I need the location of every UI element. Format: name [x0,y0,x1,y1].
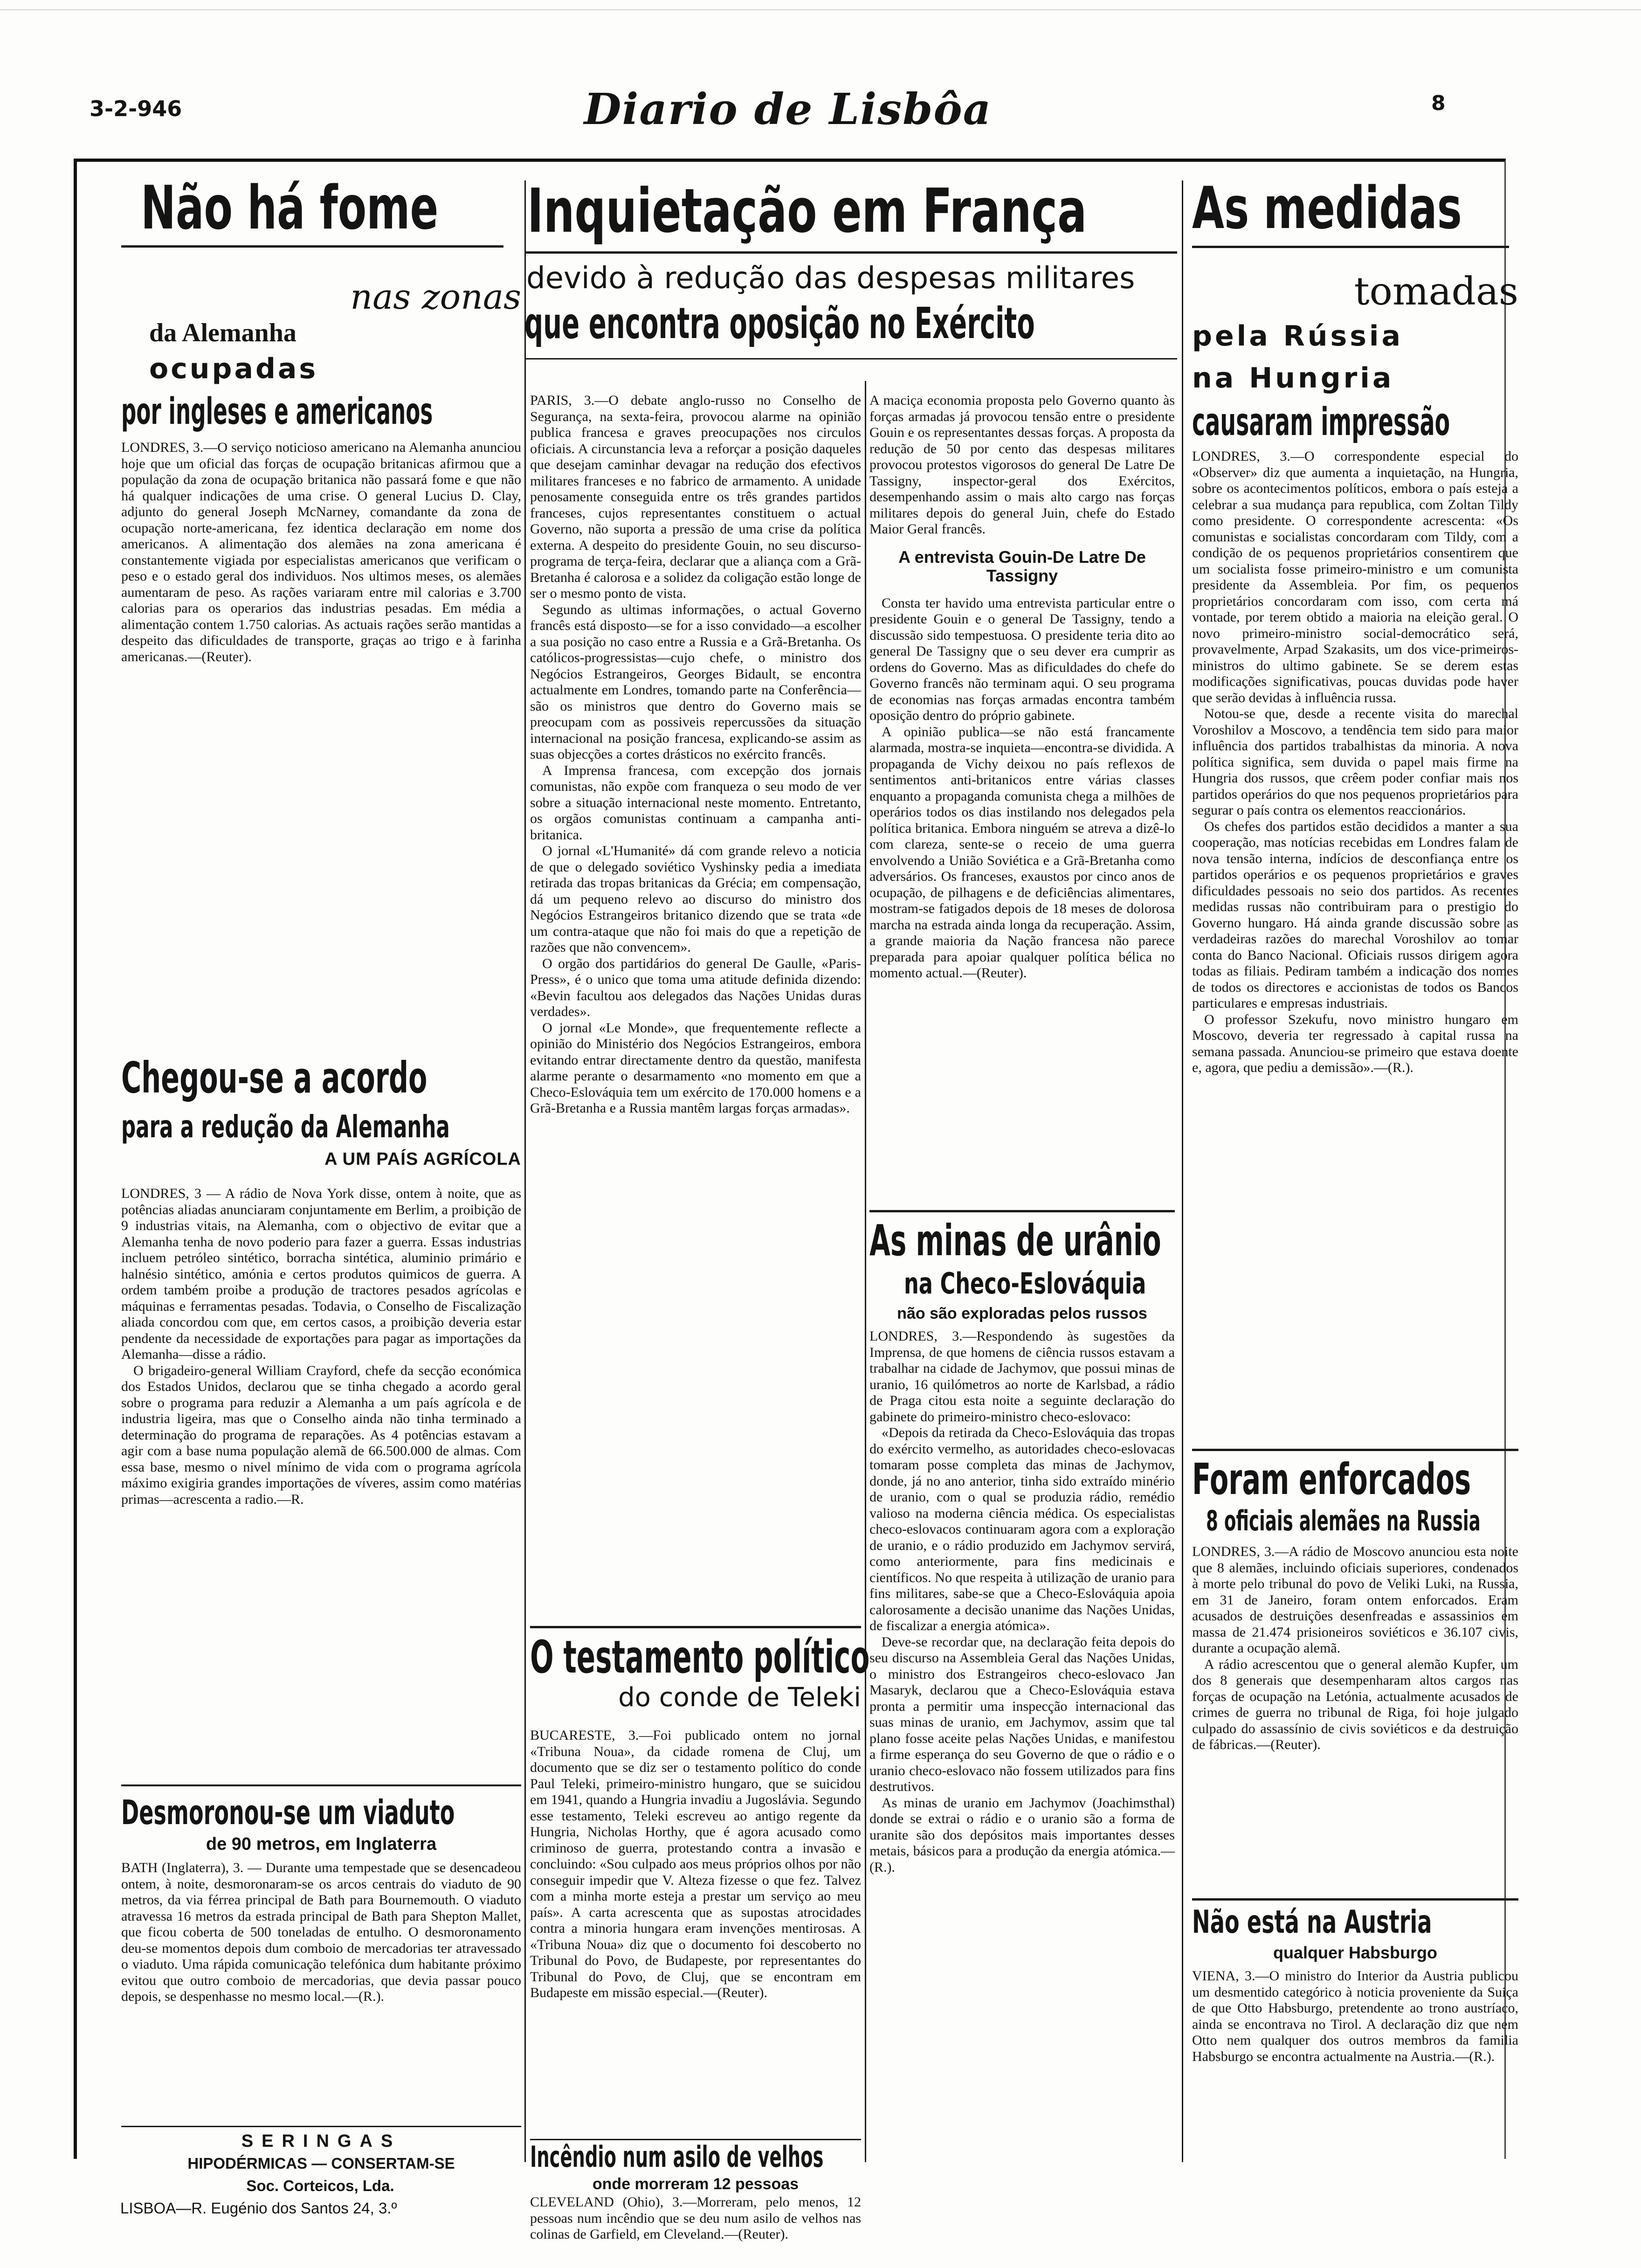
page-number: 8 [1431,91,1446,115]
rule-above-advert [121,2126,521,2127]
top-edge-line [0,9,1641,10]
article-acordo-paragraph: LONDRES, 3 — A rádio de Nova York disse, ontem à noite, que as potências aliadas anunciaram conjuntamente em Berlim, a proibição de 9 industrias vitais, na Alemanha, com o objectivo de evitar que a Alemanha tenha de novo poderio para fazer a guerra. Essas industrias incluem petróleo sintético, borracha sintética, aluminio primário e halnésio sintético, amónia e certos produtos quimicos de guerra. A ordem também proibe a produção de tractores pesados agrícolas e máquinas e ferramentas pesadas. Todavia, o Conselho de Fiscalização aliada concordou com que, em certos casos, a proibição deveria estar pendente da necessidade de exportações para pagar as importações da Alemanha—disse a rádio. [121,1186,521,1362]
headline-foram-enforcados: Foram enforcados [1192,1454,1471,1504]
headline-chegou-se-a-acordo: Chegou-se a acordo [121,1053,427,1103]
headline-nao-esta-na-austria: Não está na Austria [1192,1904,1432,1941]
article-incendio-paragraph: CLEVELAND (Ohio), 3.—Morreram, pelo menos, 12 pessoas num incêndio que se deu num asilo de velhos nas colinas de Garfield, em Cleveland.—(Reuter). [530,2194,861,2242]
subhead-nao-exploradas: não são exploradas pelos russos [897,1305,1147,1322]
subhead-pais-agricola: A UM PAÍS AGRÍCOLA [324,1149,521,1169]
subhead-pela-russia: pela Rússia [1192,320,1403,353]
column-rule-right [1182,180,1183,2162]
article-uranio-paragraph: Deve-se recordar que, na declaração feita depois do seu discurso na Assembleia Geral das Nações Unidas, o ministro dos Estrangeiros checo-eslovaco Jan Masaryk, declarou que a Checo-Eslováquia estava pronta a permitir uma inspecção internacional das suas minas de uranio, em Jachymov, assim que tal plano fosse aceite pelas Nações Unidas, e manifestou a firme esperança do seu Governo de que o rádio e o uranio checo-eslovaco não fossem utilizados para fins destrutivos. [869,1634,1175,1794]
subhead-por-ingleses-e-americanos: por ingleses e americanos [121,391,433,433]
article-uranio-paragraph: «Depois da retirada da Checo-Eslováquia das tropas do exército vermelho, as autoridades checo-eslovacas tomaram posse completa das minas de Jachymov, donde, já no ano anterior, tinha sido extraído minério de uranio, com o qual se produzia rádio, remédio valioso na moderna ciência médica. Os especialistas checo-eslovacos continuaram agora com a exploração de uranio, e o rádio produzido em Jachymov servirá, como anteriormente, para fins medicinais e científicos. No que respeita à utilização de uranio para fins militares, sabe-se que a Checo-Eslováquia apoia calorosamente a decisão unanime das Nações Unidas, de fiscalizar a energia atómica». [869,1425,1175,1633]
article-franca-paragraph: A maciça economia proposta pelo Governo quanto às forças armadas já provocou tensão entre o presidente Gouin e os representantes dessas forças. A proposta da redução de 50 por cento das despesas militares provocou protestos vigorosos do general De Latre De Tassigny, inspector-geral dos Exércitos, desempenhando assim o mais alto cargo nas forças militares depois do general Juin, chefe do Estado Maior Geral francês. [869,393,1175,537]
article-enforcados-paragraph: LONDRES, 3.—A rádio de Moscovo anunciou esta noite que 8 alemães, incluindo oficiais superiores, condenados à morte pelo tribunal do povo de Veliki Luki, na Russia, em 31 de Janeiro, foram ontem enforcados. Eram acusados de destruições desenfreadas e assassinios em massa de 21.474 prisioneiros soviéticos e 36.107 civis, durante a ocupação alemã. [1192,1544,1518,1656]
rule-above-teleki [530,1626,861,1628]
subhead-90-metros: de 90 metros, em Inglaterra [206,1834,437,1854]
article-franca-col1 [530,393,861,1619]
subhead-checo-eslovaquia: na Checo-Eslováquia [903,1266,1146,1300]
rule-above-viaduto [121,1784,521,1786]
subhead-reducao-alemanha: para a redução da Alemanha [121,1109,450,1145]
article-austria [1192,1904,1518,2136]
article-franca-col2 [869,393,1175,1309]
column-rule-left [524,180,526,2162]
crosshead-entrevista: A entrevista Gouin-De Latre De Tassigny [898,547,1146,585]
subhead-morreram-12: onde morreram 12 pessoas [592,2175,799,2193]
article-viaduto [121,1793,521,2005]
newspaper-page-frame [74,159,1518,2172]
rule-above-uranio [869,1210,1175,1212]
subhead-8-oficiais: 8 oficiais alemães na Russia [1206,1505,1481,1537]
subhead-da-alemanha: da Alemanha [149,318,296,347]
article-enforcados-paragraph: A rádio acrescentou que o general alemão Kupfer, um dos 8 generais que desempenharam altos cargos nas forças de ocupação na Letónia, actualmente acusados de crimes de guerra no tribunal de Riga, foi hoje julgado culpado do assassínio de civis soviéticos e da destruição de fábricas.—(Reuter). [1192,1656,1518,1752]
article-enforcados [1192,1455,1518,1903]
column-center-right [869,162,1175,2162]
headline-testamento-politico: O testamento político [530,1631,870,1683]
subhead-causaram-impressao: causaram impressão [1192,400,1450,444]
headline-inquietacao-em-franca: Inquietação em França [527,175,1087,246]
column-right [1192,162,1518,2162]
article-medidas-paragraph: Notou-se que, desde a recente visita do marechal Voroshilov a Moscovo, a tendência tem sido para maior influência dos partidos trabalhistas da minoria. A nova política significa, sem duvida o papel mais firme na Hungria dos russos, que crêem poder confiar mais nos partidos operários do que nos pequenos proprietários para segurar o país contra os elementos reaccionários. [1192,706,1518,818]
masthead-date: 3-2-946 [90,96,182,121]
rule-above-enforcados [1192,1449,1518,1451]
headline-as-medidas: As medidas [1192,175,1462,242]
column-center-left [530,162,870,2162]
article-fome-paragraph: LONDRES, 3.—O serviço noticioso americano na Alemanha anunciou hoje que um oficial das forças de ocupação britanicas afirmou que a população da zona de ocupação britanica não passará fome e que não há qualquer indicações de uma crise. O general Lucius D. Clay, adjunto do general Joseph McNarney, comandante da zona de ocupação norte-americana, fez identica declaração em nome dos americanos. A alimentação dos alemães na zona americana é constantemente vigiada por especialistas americanos que verificam o peso e o estado geral dos individuos. Nos ultimos meses, os alemães aumentaram de peso. As rações variaram entre mil calorias e 3.700 calorias para os operarios das industrias pesadas. Em média a alimentação contem 1.750 calorias. As actuais rações serão mantidas a despeito das dificuldades de transporte, graças ao trigo e à farinha americanas.—(Reuter). [121,440,521,664]
article-teleki [530,1631,870,2001]
article-franca-paragraph: Segundo as ultimas informações, o actual Governo francês está disposto—se for a isso convidado—a escolher a sua posição no caso entre a Russia e a Grã-Bretanha. Os católicos-progressistas—cujo chefe, o ministro dos Negócios Estrangeiros, Georges Bidault, se encontra actualmente em Londres, tomando parte na Conferência—são os ministros que dentro do Governo mais se preocupam com as possiveis repercussões da situação internacional na posição francesa, explicando-se assim as suas objecções a cortes drásticos no exército francês. [530,602,861,762]
headline-underline [1192,246,1509,248]
article-acordo-paragraph: O brigadeiro-general William Crayford, chefe da secção económica dos Estados Unidos, declarou que se tinha chegado a acordo geral sobre o programa para reduzir a Alemanha a um país agrícola e de industria ligeira, mas que o Conselho ainda não tinha terminado a determinação do programa de reparações. As 4 potências estavam a agir com a base numa população alemã de 66.500.000 de almas. Com essa base, mesmo o nivel mínimo de vida com o programa agrícola máximo exigiria grandes importações de víveres, assim como matérias primas—acrescenta a radio.—R. [121,1362,521,1507]
article-franca-paragraph: O orgão dos partidários do general De Gaulle, «Paris-Press», é o unico que toma uma atitude definida dizendo: «Bevin facultou aos delegados das Nações Unidas duras verdades». [530,955,861,1019]
advert-seringas-lower [120,2175,520,2220]
article-franca-paragraph: A Imprensa francesa, com excepção dos jornais comunistas, não expõe com franqueza o seu modo de ver sobre a situação internacional neste momento. Entretanto, os orgãos comunistas continuam a campanha anti-britanica. [530,762,861,843]
headline-nao-ha-fome: Não há fome [141,173,439,243]
subhead-na-hungria: na Hungria [1192,362,1394,394]
article-medidas-paragraph: O professor Szekufu, novo ministro hungaro em Moscovo, deveria ter regressado à capital russa na semana passada. Anunciou-se primeiro que estava doente e, agora, que pediu a demissão».—(R.). [1192,1011,1518,1075]
article-franca-paragraph: A opinião publica—se não está francamente alarmada, mostra-se inquieta—encontra-se dividida. A propaganda de Vichy deixou no país reflexos de sentimentos anti-britanicos entre várias classes enquanto a propaganda comunista chega a milhões de operários todos os dias instilando nos delegados pela política britanica. Embora ninguém se atreva a dizê-lo com clareza, sente-se o receio de uma guerra envolvendo a União Soviética e a Grã-Bretanha como adversários. Os franceses, exaustos por cinco anos de ocupação, de pilhagens e de deficiências alimentares, mostram-se fatigados depois de 18 meses de dolorosa marcha na estrada ainda longa da recuperação. Assim, a grande maioria da Nação francesa não parece preparada para apoiar qualquer política bélica no momento actual.—(Reuter). [869,724,1175,981]
article-austria-paragraph: VIENA, 3.—O ministro do Interior da Austria publicou um desmentido categórico à noticia proveniente da Suiça de que Otto Habsburgo, pretendente ao trono austríaco, ainda se encontrava no Tirol. A declaração diz que nem Otto nem qualquer dos outros membros da familia Habsburgo se encontra actualmente na Austria.—(R.). [1192,1968,1518,2064]
article-teleki-paragraph: BUCARESTE, 3.—Foi publicado ontem no jornal «Tribuna Noua», da cidade romena de Cluj, um documento que se diz ser o testamento político do conde Paul Teleki, primeiro-ministro hungaro, que se suicidou em 1941, quando a Hungria invadiu a Jugoslávia. Segundo esse testamento, Teleki escreveu ao antigo regente da Hungria, Nicholas Horthy, que é agora acusado como criminoso de guerra, protestando contra a invasão e concluindo: «Sou culpado aos meus próprios olhos por não conseguir impedir que V. Alteza fizesse o que fez. Talvez com a minha morte esteja a prestar um serviço ao meu país». A carta acrescenta que as supostas atrocidades contra a minoria hungara eram invenções mentirosas. A «Tribuna Noua» diz que o documento foi descoberto no Tribunal do Povo, de Budapeste, por representantes do Tribunal do Povo, de Cluj, que se encontram em Budapeste em missão especial.—(Reuter). [530,1728,861,2000]
article-franca-paragraph: O jornal «L'Humanité» dá com grande relevo a noticia de que o delegado soviético Vyshinsky pedia a imediata retirada das tropas britanicas da Grécia; em compensação, dá um pequeno relevo ao discurso do ministro dos Negócios Estrangeiros britanico dizendo que se trata «de um contra-ataque que não foi mais do que a repetição de razões que não convencem». [530,843,861,955]
article-medidas-paragraph: Os chefes dos partidos estão decididos a manter a sua cooperação, mas notícias recebidas em Londres falam de nova tensão interna, indícios de desconfiança entre os partidos operários e os pequenos proprietários e graves dificuldades pessoais no seio dos partidos. As recentes medidas russas não contribuiram para o prestigio do Governo hungaro. Há ainda grande discussão sobre as verdadeiras razões do marechal Voroshilov ao tomar conta do Banco Nacional. Oficiais russos dirigem agora todas as filiais. Pediram também a indicação dos nomes de todos os directores e accionistas de todos os Bancos particulares e empresas industriais. [1192,818,1518,1011]
headline-desmoronou-viaduto: Desmoronou-se um viaduto [121,1793,455,1832]
advert-line: HIPODÉRMICAS — CONSERTAM-SE [187,2155,455,2172]
masthead-title: Diario de Lisbôa [584,84,992,134]
advert-company: Soc. Corteicos, Lda. [246,2177,394,2194]
column-left [121,162,521,2172]
subhead-conde-teleki: do conde de Teleki [618,1682,861,1713]
rule-above-austria [1192,1898,1518,1901]
article-medidas [1192,176,1518,1400]
article-acordo [121,1052,521,1507]
article-uranio-paragraph: As minas de uranio em Jachymov (Joachimsthal) donde se extrai o rádio e o uranio são a forma de uranite são dos depósitos mais importantes desses metais, básicos para a produção da energia atómica.—(R.). [869,1795,1175,1875]
advert-lisboa: LISBOA—R. Eugénio dos Santos 24, 3.º [120,2199,397,2217]
column-rule-middle [865,381,866,2162]
article-viaduto-paragraph: BATH (Inglaterra), 3. — Durante uma tempestade que se desencadeou ontem, à noite, desmoronaram-se os arcos centrais do viaduto de 90 metros, da via férrea principal de Bath para Bournemouth. O viaduto atravessa 16 metros da estrada principal de Bath para Shepton Mallet, que ficou coberta de 500 toneladas de entulho. O desmoronamento deu-se momentos depois dum comboio de mercadorias ter atravessado o viaduto. Uma rápida comunicação telefónica dum habitante próximo evitou que outro comboio de mercadorias, que devia passar pouco depois, se despenhasse no mesmo local.—(R.). [121,1860,521,2004]
subhead-despesas-militares: devido à redução das despesas militares [526,261,1135,296]
headline-minas-de-uranio: As minas de urânio [869,1216,1161,1265]
article-medidas-paragraph: LONDRES, 3.—O correspondente especial do «Observer» diz que aumenta a inquietação, na Hungria, sobre os acontecimentos políticos, embora o país esteja a celebrar a sua mudança para republica, com Zoltan Tildy como presidente. O correspondente acrescenta: «Os comunistas e socialistas concordaram com Tildy, com a condição de os pequenos proprietários consentirem que um socialista fosse primeiro-ministro e um comunista presidente da Assembleia. Por fim, os pequenos proprietários concordaram com isso, com certa má vontade, por terem obtido a maioria na eleição geral. O novo primeiro-ministro social-democrático será, provavelmente, Arpad Szakasits, um dos vice-primeiros-ministros do ultimo gabinete. Se se derem estas modificações significativas, poucas duvidas pode haver que serão devidas à influência russa. [1192,449,1518,705]
advert-seringas [121,2130,521,2174]
headline-underline [121,245,503,248]
article-franca-paragraph: Consta ter havido uma entrevista particular entre o presidente Gouin e o general De Tassigny, tendo a discussão sido tempestuosa. O presidente teria dito ao general De Tassigny que o seu dever era cumprir as ordens do Governo. Mas as dificuldades do chefe do Governo francês não terminam aqui. O seu programa de economias nas forças armadas encontra também oposição dentro do próprio gabinete. [869,595,1175,723]
article-uranio [869,1217,1175,2205]
article-uranio-paragraph: LONDRES, 3.—Respondendo às sugestões da Imprensa, de que homens de ciência russos estavam a trabalhar na cidade de Jachymov, que possui minas de uranio, 16 quilómetros ao norte de Karlsbad, a rádio de Praga citou esta noite a seguinte declaração do gabinete do primeiro-ministro checo-eslovaco: [869,1328,1175,1424]
subhead-ocupadas: ocupadas [149,353,318,385]
article-franca-paragraph: O jornal «Le Monde», que frequentemente reflecte a opinião do Ministério dos Negócios Estrangeiros, embora evitando entrar directamente dentro da questão, manifesta alarme perante o desarmamento «no momento em que a Checo-Eslováquia tem um exército de 170.000 homens e a Grã-Bretanha e a Russia mantêm largas forças armadas». [530,1020,861,1116]
article-fome [121,173,521,665]
article-franca-paragraph: PARIS, 3.—O debate anglo-russo no Conselho de Segurança, na sexta-feira, provocou alarme na opinião publica francesa e graves preocupações nos circulos oficiais. A circunstancia leva a reforçar a posição daqueles que desejam caminhar devagar na redução dos efectivos militares franceses e no fabrico de armamento. A unidade penosamente conseguida entre os três grandes partidos franceses, cujos representantes constituem o actual Governo, não suporta a pressão de uma crise da política externa. A despeito do presidente Gouin, no seu discurso-programa de terça-feira, declarar que a aliança com a Grã-Bretanha é calorosa e a solidez da coligação estão longe de ser o mesmo ponto de vista. [530,393,861,601]
subhead-nas-zonas: nas zonas [350,277,521,317]
subhead-qualquer-habsburgo: qualquer Habsburgo [1273,1943,1438,1962]
advert-line: SERINGAS [241,2131,401,2151]
headline-incendio-asilo: Incêndio num asilo de velhos [530,2140,824,2174]
article-incendio [530,2140,861,2250]
subhead-tomadas: tomadas [1354,270,1518,314]
subhead-oposicao-no-exercito: que encontra oposição no Exército [524,298,1035,348]
